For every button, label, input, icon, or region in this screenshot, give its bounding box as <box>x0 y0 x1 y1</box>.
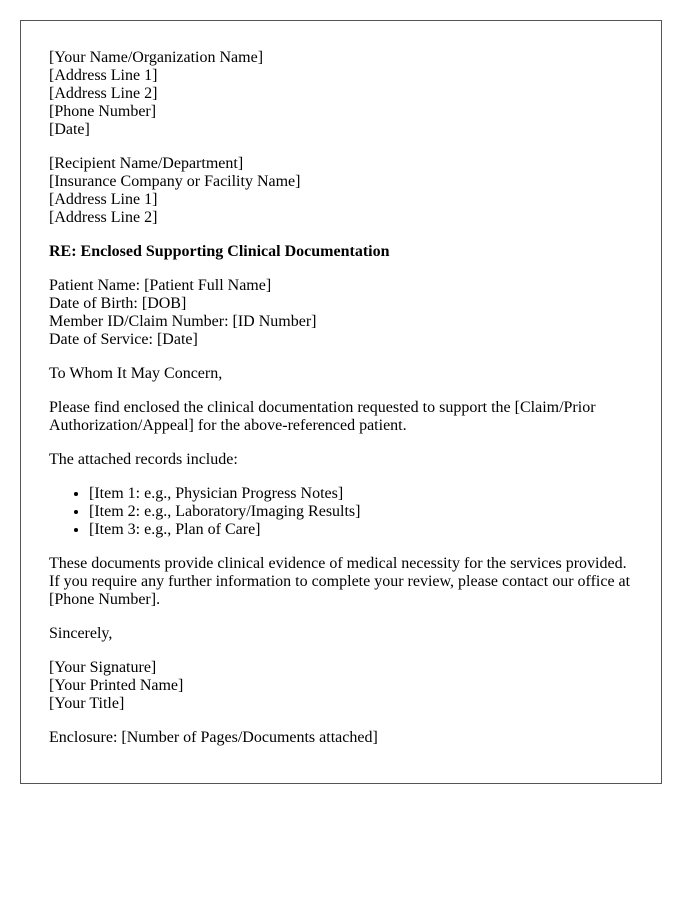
member-id: Member ID/Claim Number: [ID Number] <box>49 313 317 330</box>
title: [Your Title] <box>49 695 125 712</box>
closing: Sincerely, <box>49 625 113 642</box>
closing-line: These documents provide clinical evidence of medical necessity for the services provided. <box>49 555 627 572</box>
patient-dob: Date of Birth: [DOB] <box>49 295 187 312</box>
enclosure: Enclosure: [Number of Pages/Documents attached] <box>49 729 378 746</box>
closing-paragraph <box>49 555 633 609</box>
sender-block <box>49 49 633 139</box>
closing-line: [Phone Number]. <box>49 591 161 608</box>
sender-name: [Your Name/Organization Name] <box>49 49 264 66</box>
date-of-service: Date of Service: [Date] <box>49 331 198 348</box>
salutation: To Whom It May Concern, <box>49 365 223 382</box>
records-intro: The attached records include: <box>49 451 238 468</box>
records-list <box>49 485 633 539</box>
sender-address-1: [Address Line 1] <box>49 67 158 84</box>
letter-page <box>20 20 662 784</box>
closing-line: If you require any further information to complete your review, please contact our office at <box>49 573 631 590</box>
letter-date: [Date] <box>49 121 90 138</box>
signature-block <box>49 659 633 713</box>
sender-address-2: [Address Line 2] <box>49 85 158 102</box>
recipient-company: [Insurance Company or Facility Name] <box>49 173 301 190</box>
list-item: • [Item 2: e.g., Laboratory/Imaging Results] <box>89 503 633 521</box>
list-item: • [Item 3: e.g., Plan of Care] <box>89 521 633 539</box>
recipient-block <box>49 155 633 227</box>
recipient-address-1: [Address Line 1] <box>49 191 158 208</box>
intro-line: Please find enclosed the clinical documentation requested to support the [Claim/Prior <box>49 399 596 416</box>
sender-phone: [Phone Number] <box>49 103 157 120</box>
printed-name: [Your Printed Name] <box>49 677 184 694</box>
recipient-name: [Recipient Name/Department] <box>49 155 244 172</box>
patient-name: Patient Name: [Patient Full Name] <box>49 277 272 294</box>
list-item: • [Item 1: e.g., Physician Progress Notes] <box>89 485 633 503</box>
subject-line: RE: Enclosed Supporting Clinical Documentation <box>49 243 390 260</box>
intro-paragraph <box>49 399 633 435</box>
patient-info <box>49 277 633 349</box>
intro-line: Authorization/Appeal] for the above-referenced patient. <box>49 417 407 434</box>
recipient-address-2: [Address Line 2] <box>49 209 158 226</box>
signature: [Your Signature] <box>49 659 157 676</box>
